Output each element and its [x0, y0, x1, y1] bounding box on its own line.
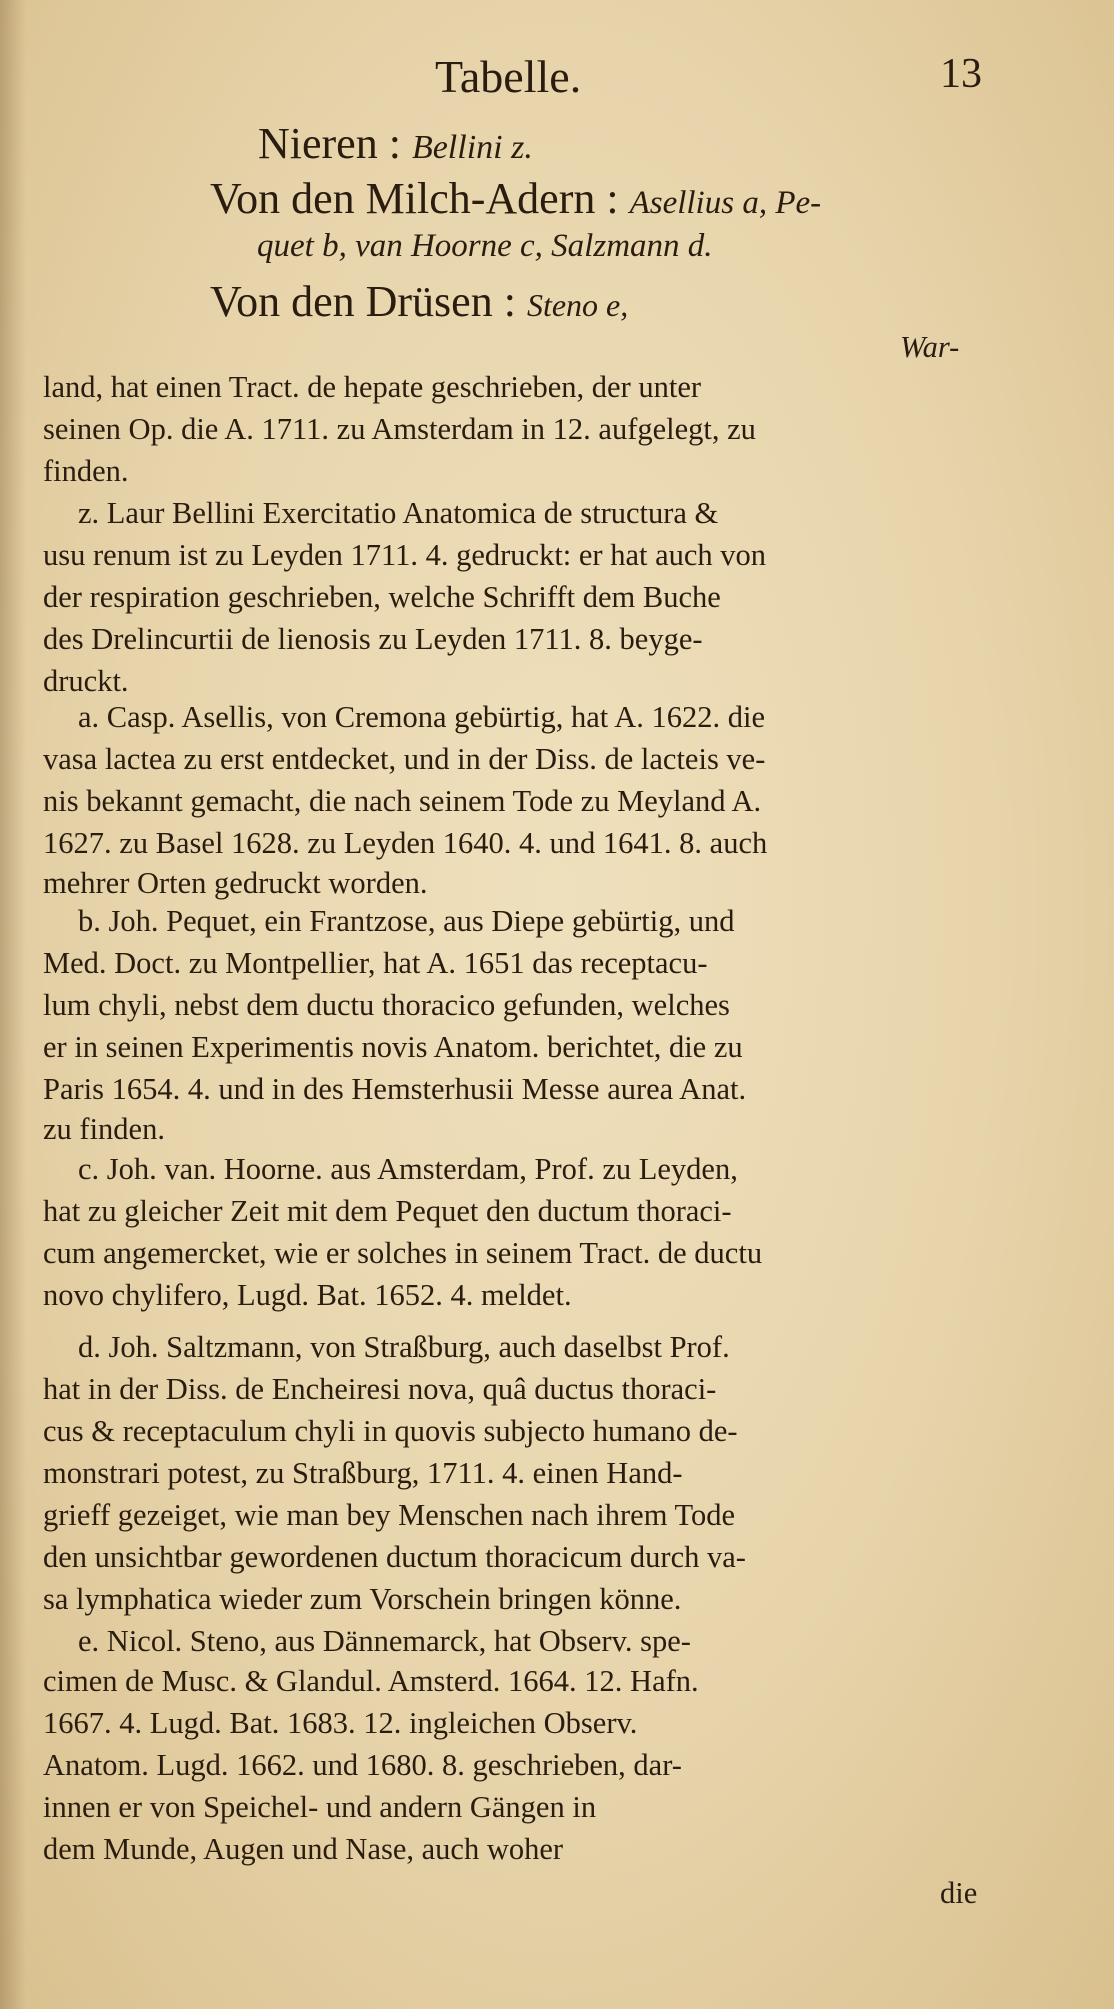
text-line: Paris 1654. 4. und in des Hemsterhusii Messe aurea Anat. — [43, 1072, 747, 1106]
text-line: lum chyli, nebst dem ductu thoracico gefunden, welches — [43, 988, 730, 1022]
running-title: Tabelle. — [435, 51, 582, 102]
text-line: den unsichtbar gewordenen ductum thoracicum durch va- — [43, 1540, 746, 1574]
heading-authors: Asellius a, Pe- — [629, 185, 822, 221]
text-line: land, hat einen Tract. de hepate geschrieben, der unter — [43, 370, 702, 404]
text-line: grieff gezeiget, wie man bey Menschen nach ihrem Tode — [43, 1498, 736, 1532]
text-line: a. Casp. Asellis, von Cremona gebürtig, hat A. 1622. die — [78, 700, 766, 734]
page-number: 13 — [940, 51, 982, 97]
text-line: c. Joh. van. Hoorne. aus Amsterdam, Prof. zu Leyden, — [78, 1152, 738, 1186]
text-line: hat in der Diss. de Encheiresi nova, quâ ductus thoraci- — [43, 1372, 717, 1406]
text-line: mehrer Orten gedruckt worden. — [43, 866, 428, 900]
catchword: die — [940, 1876, 978, 1910]
text-line: 1667. 4. Lugd. Bat. 1683. 12. ingleichen Observ. — [43, 1706, 638, 1740]
text-line: usu renum ist zu Leyden 1711. 4. gedruckt: er hat auch von — [43, 538, 767, 572]
text-line: Anatom. Lugd. 1662. und 1680. 8. geschrieben, dar- — [43, 1748, 682, 1782]
heading-druesen — [210, 276, 628, 327]
heading-milch-adern — [210, 173, 821, 224]
text-line: zu finden. — [43, 1112, 165, 1146]
text-line: finden. — [43, 454, 129, 488]
text-line: novo chylifero, Lugd. Bat. 1652. 4. meldet. — [43, 1278, 572, 1312]
text-line: druckt. — [43, 664, 129, 698]
heading-authors: Steno e, — [526, 287, 629, 323]
heading-authors-continued: quet b, van Hoorne c, Salzmann d. — [257, 228, 713, 264]
text-line: er in seinen Experimentis novis Anatom. berichtet, die zu — [43, 1030, 743, 1064]
heading-nieren — [258, 118, 533, 169]
text-line: hat zu gleicher Zeit mit dem Pequet den ductum thoraci- — [43, 1194, 732, 1228]
text-line: nis bekannt gemacht, die nach seinem Tode zu Meyland A. — [43, 784, 762, 818]
text-line: z. Laur Bellini Exercitatio Anatomica de structura & — [78, 496, 719, 530]
text-line: cum angemercket, wie er solches in seinem Tract. de ductu — [43, 1236, 763, 1270]
text-line: des Drelincurtii de lienosis zu Leyden 1711. 8. beyge- — [43, 622, 703, 656]
heading-label: Von den Drüsen : — [210, 277, 516, 326]
text-line: seinen Op. die A. 1711. zu Amsterdam in 12. aufgelegt, zu — [43, 412, 756, 446]
heading-authors: Bellini z. — [411, 129, 533, 166]
text-line: Med. Doct. zu Montpellier, hat A. 1651 das receptacu- — [43, 946, 708, 980]
text-line: monstrari potest, zu Straßburg, 1711. 4. einen Hand- — [43, 1456, 683, 1490]
text-line: cimen de Musc. & Glandul. Amsterd. 1664. 12. Hafn. — [43, 1664, 699, 1698]
text-line: b. Joh. Pequet, ein Frantzose, aus Diepe gebürtig, und — [78, 904, 735, 938]
heading-label: Nieren : — [258, 119, 401, 168]
heading-label: Von den Milch-Adern : — [210, 174, 619, 223]
text-line: dem Munde, Augen und Nase, auch woher — [43, 1832, 564, 1866]
text-line: cus & receptaculum chyli in quovis subjecto humano de- — [43, 1414, 738, 1448]
text-line: vasa lactea zu erst entdecket, und in der Diss. de lacteis ve- — [43, 742, 766, 776]
text-line: der respiration geschrieben, welche Schrifft dem Buche — [43, 580, 721, 614]
text-line: 1627. zu Basel 1628. zu Leyden 1640. 4. und 1641. 8. auch — [43, 826, 768, 860]
text-line: sa lymphatica wieder zum Vorschein bringen könne. — [43, 1582, 682, 1616]
text-line: e. Nicol. Steno, aus Dännemarck, hat Observ. spe- — [78, 1624, 691, 1658]
text-line: innen er von Speichel- und andern Gängen in — [43, 1790, 597, 1824]
text-line: d. Joh. Saltzmann, von Straßburg, auch daselbst Prof. — [78, 1330, 730, 1364]
text-line: War- — [900, 330, 960, 364]
